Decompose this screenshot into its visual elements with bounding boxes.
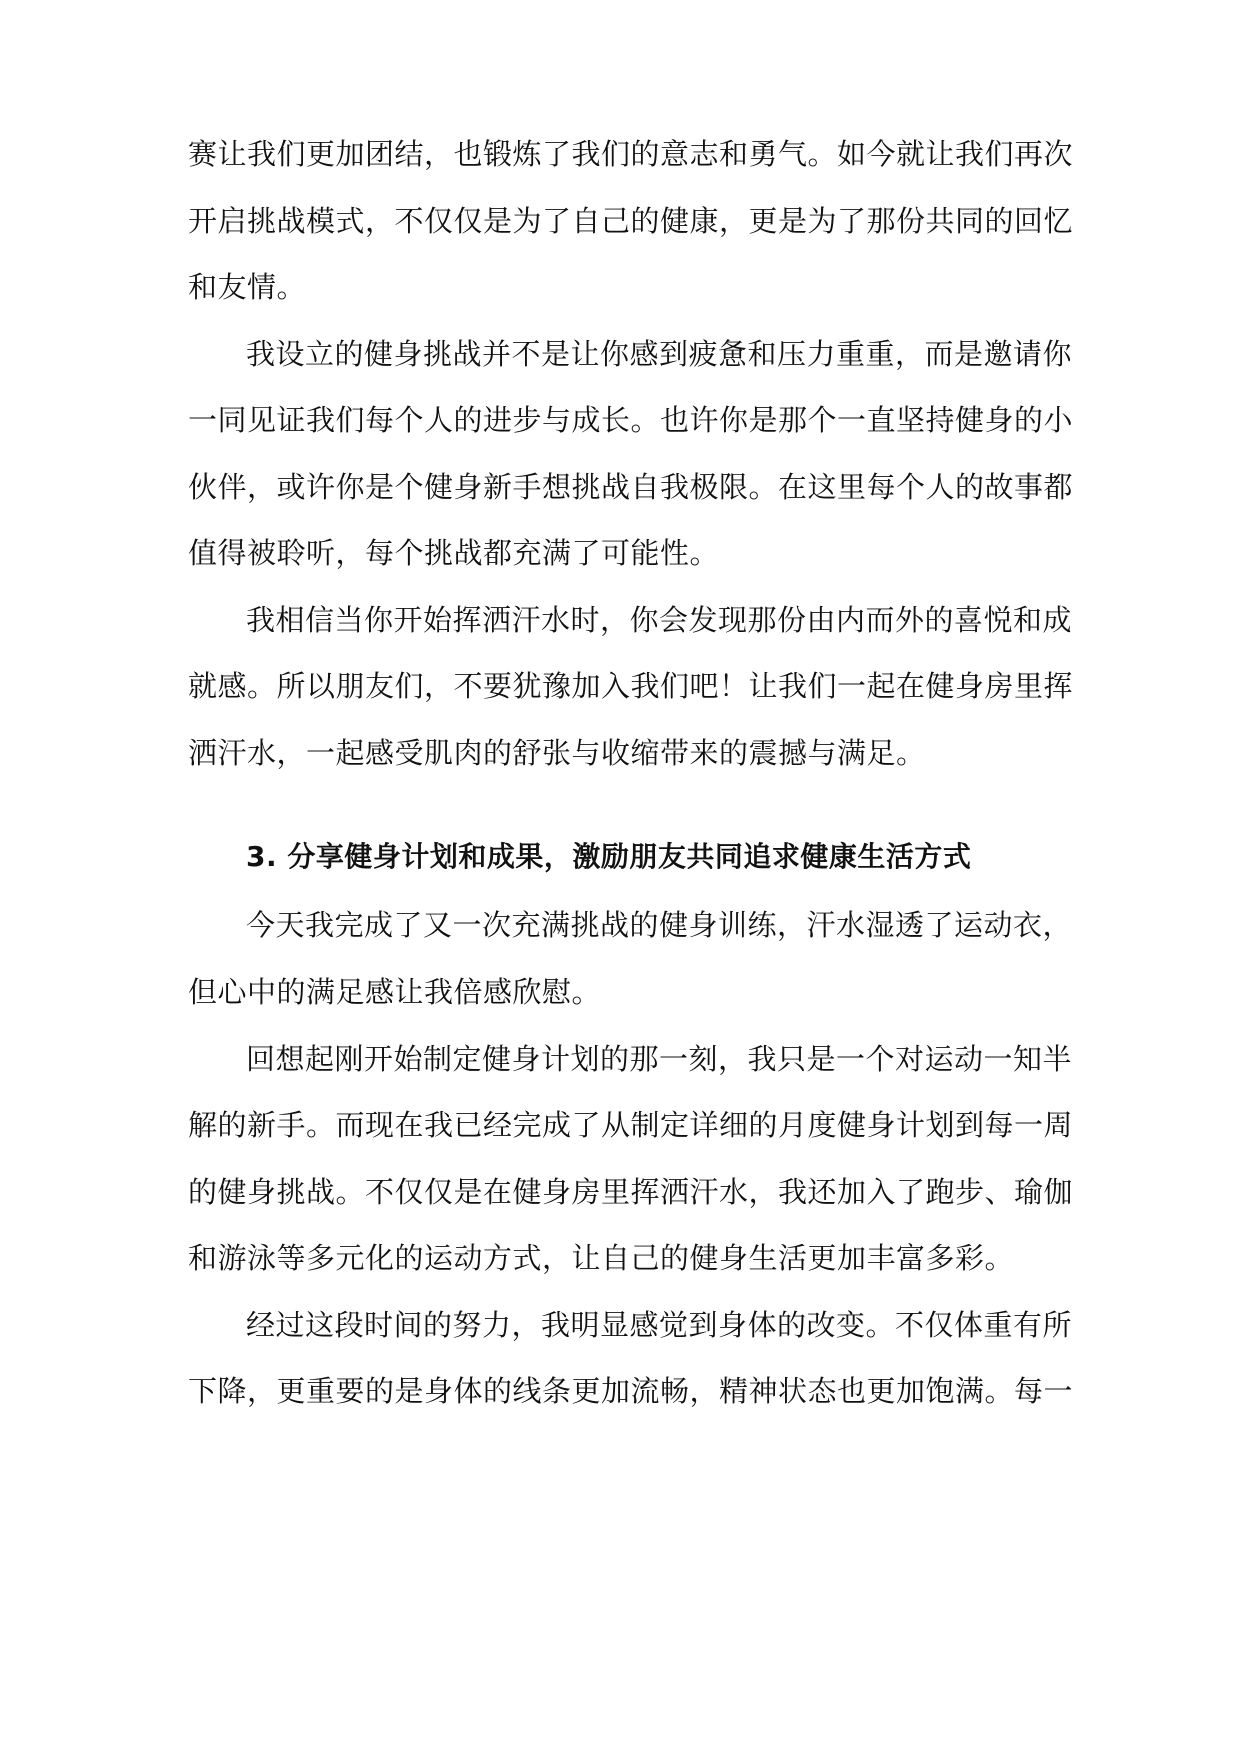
paragraph-line: 赛让我们更加团结，也锻炼了我们的意志和勇气。如今就让我们再次 [188,137,1074,171]
paragraph-line: 解的新手。而现在我已经完成了从制定详细的月度健身计划到每一周 [188,1108,1074,1142]
paragraph-line: 回想起刚开始制定健身计划的那一刻，我只是一个对运动一知半 [246,1042,1073,1076]
paragraph-line: 我相信当你开始挥洒汗水时，你会发现那份由内而外的喜悦和成 [246,603,1073,637]
section-heading: 3. 分享健身计划和成果，激励朋友共同追求健康生活方式 [246,840,972,873]
paragraph-line: 和游泳等多元化的运动方式，让自己的健身生活更加丰富多彩。 [188,1241,1015,1275]
paragraph-line: 下降，更重要的是身体的线条更加流畅，精神状态也更加饱满。每一 [188,1374,1074,1408]
paragraph-line: 伙伴，或许你是个健身新手想挑战自我极限。在这里每个人的故事都 [188,470,1074,504]
paragraph-line: 一同见证我们每个人的进步与成长。也许你是那个一直坚持健身的小 [188,403,1074,437]
paragraph-line: 洒汗水，一起感受肌肉的舒张与收缩带来的震撼与满足。 [188,736,926,770]
paragraph-line: 开启挑战模式，不仅仅是为了自己的健康，更是为了那份共同的回忆 [188,204,1074,238]
paragraph-line: 我设立的健身挑战并不是让你感到疲惫和压力重重，而是邀请你 [246,337,1073,371]
paragraph-line: 经过这段时间的努力，我明显感觉到身体的改变。不仅体重有所 [246,1308,1073,1342]
paragraph-line: 的健身挑战。不仅仅是在健身房里挥洒汗水，我还加入了跑步、瑜伽 [188,1175,1074,1209]
paragraph-line: 值得被聆听，每个挑战都充满了可能性。 [188,536,720,570]
paragraph-line: 就感。所以朋友们，不要犹豫加入我们吧！让我们一起在健身房里挥 [188,669,1074,703]
paragraph-line: 但心中的满足感让我倍感欣慰。 [188,975,602,1009]
paragraph-line: 今天我完成了又一次充满挑战的健身训练，汗水湿透了运动衣， [246,908,1073,942]
paragraph-line: 和友情。 [188,270,307,304]
